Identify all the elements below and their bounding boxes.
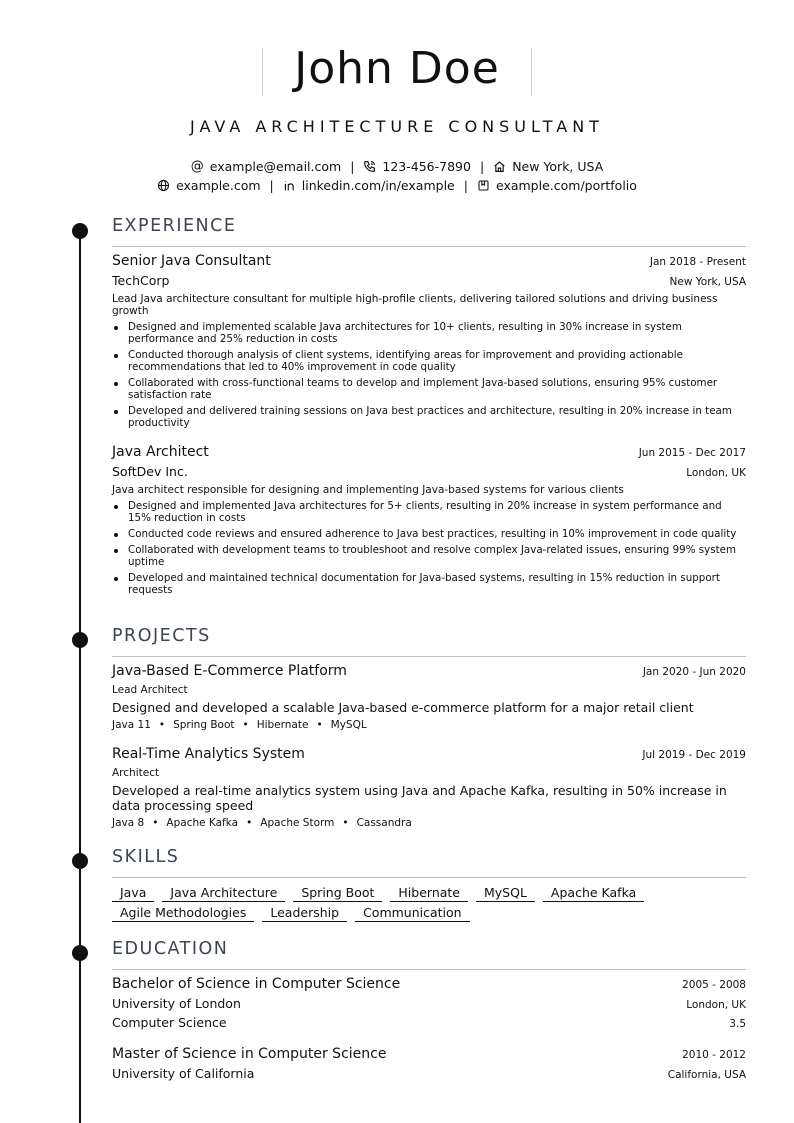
project-2-header	[112, 746, 746, 762]
education-1-school-row	[112, 996, 746, 1011]
experience-2-header	[112, 444, 746, 460]
tech-item: Java 8	[112, 817, 145, 829]
section-divider	[112, 877, 746, 878]
timeline-dot-skills	[72, 853, 88, 869]
education-2-school-row	[112, 1066, 746, 1081]
separator: |	[350, 159, 355, 174]
tech-item: Cassandra	[356, 817, 412, 829]
at-icon: @	[190, 159, 204, 174]
experience-summary: Java architect responsible for designing and implementing Java-based systems for various clients	[112, 484, 624, 496]
skill-tag: Apache Kafka	[543, 885, 644, 902]
skill-tag: Java	[112, 885, 154, 902]
phone-icon	[363, 160, 376, 173]
section-title-experience: EXPERIENCE	[112, 216, 237, 236]
tech-item: Java 11	[112, 719, 151, 731]
location-text: New York, USA	[512, 159, 604, 174]
bullet-separator: •	[242, 719, 249, 731]
list-item: Collaborated with cross-functional teams to develop and implement Java-based solutions, ensuring 95% customer satisfaction rate	[112, 377, 746, 401]
education-school: University of London	[112, 996, 241, 1011]
timeline-dot-education	[72, 945, 88, 961]
project-1-header	[112, 663, 746, 679]
section-title-projects: PROJECTS	[112, 626, 211, 646]
section-divider	[112, 656, 746, 657]
experience-1-header	[112, 253, 746, 269]
skills-row-2	[112, 905, 470, 922]
candidate-name: John Doe	[294, 43, 500, 94]
section-title-education: EDUCATION	[112, 939, 229, 959]
contact-row-1	[0, 159, 794, 174]
project-role: Architect	[112, 767, 160, 779]
skill-tag: Hibernate	[390, 885, 468, 902]
contact-portfolio[interactable]	[477, 178, 637, 193]
list-item: Conducted code reviews and ensured adherence to Java best practices, resulting in 10% improvement in code quality	[112, 528, 746, 540]
contact-phone[interactable]	[363, 159, 471, 174]
project-dates: Jan 2020 - Jun 2020	[642, 666, 746, 678]
education-location: London, UK	[686, 999, 746, 1011]
portfolio-text: example.com/portfolio	[495, 178, 637, 193]
experience-role: Java Architect	[112, 444, 209, 460]
email-text: example@email.com	[209, 159, 342, 174]
education-gpa: 3.5	[729, 1018, 746, 1030]
skill-tag: MySQL	[476, 885, 535, 902]
portfolio-icon	[477, 179, 490, 192]
contact-location	[493, 159, 603, 174]
experience-2-bullets	[112, 500, 746, 600]
education-location: California, USA	[667, 1069, 746, 1081]
contact-row-2	[0, 178, 794, 193]
education-dates: 2005 - 2008	[682, 979, 746, 991]
education-school: University of California	[112, 1066, 255, 1081]
tech-item: Apache Kafka	[166, 817, 239, 829]
tech-item: Apache Storm	[260, 817, 335, 829]
list-item: Developed and delivered training sessions on Java best practices and architecture, resulting in 20% increase in team productivity	[112, 405, 746, 429]
skill-tag: Leadership	[262, 905, 347, 922]
project-name: Java-Based E-Commerce Platform	[112, 663, 347, 679]
tech-item: Hibernate	[256, 719, 309, 731]
experience-location: New York, USA	[669, 276, 746, 288]
linkedin-text: linkedin.com/in/example	[301, 178, 455, 193]
education-degree: Bachelor of Science in Computer Science	[112, 976, 401, 992]
experience-2-company-row	[112, 464, 746, 479]
bullet-separator: •	[152, 817, 159, 829]
globe-icon	[157, 179, 170, 192]
experience-dates: Jun 2015 - Dec 2017	[638, 447, 746, 459]
skill-tag: Java Architecture	[162, 885, 285, 902]
contact-linkedin[interactable]	[283, 178, 455, 193]
list-item: Designed and implemented scalable Java architectures for 10+ clients, resulting in 30% increase in system performance and 25% reduction in costs	[112, 321, 746, 345]
contact-email[interactable]	[191, 159, 341, 174]
project-role: Lead Architect	[112, 684, 188, 696]
linkedin-icon	[283, 179, 296, 192]
experience-company: TechCorp	[112, 273, 170, 288]
skills-row-1	[112, 885, 644, 902]
name-box	[262, 40, 532, 98]
name-wrapper	[0, 40, 794, 98]
list-item: Conducted thorough analysis of client systems, identifying areas for improvement and providing actionable recommendations that led to 40% improvement in code quality	[112, 349, 746, 373]
phone-text: 123-456-7890	[382, 159, 471, 174]
timeline-line	[79, 230, 81, 1123]
project-description: Developed a real-time analytics system using Java and Apache Kafka, resulting in 50% increase in data processing speed	[112, 783, 727, 813]
experience-1-bullets	[112, 321, 746, 433]
project-description: Designed and developed a scalable Java-based e-commerce platform for a major retail client	[112, 700, 694, 715]
education-field: Computer Science	[112, 1015, 227, 1030]
section-title-skills: SKILLS	[112, 847, 180, 867]
education-1-field-row	[112, 1015, 746, 1030]
experience-1-company-row	[112, 273, 746, 288]
timeline-dot-experience	[72, 223, 88, 239]
home-icon	[493, 160, 506, 173]
education-degree: Master of Science in Computer Science	[112, 1046, 387, 1062]
tech-item: Spring Boot	[173, 719, 235, 731]
education-dates: 2010 - 2012	[682, 1049, 746, 1061]
bullet-separator: •	[342, 817, 349, 829]
education-2-header	[112, 1046, 746, 1062]
website-text: example.com	[176, 178, 261, 193]
bullet-separator: •	[316, 719, 323, 731]
skill-tag: Communication	[355, 905, 470, 922]
project-name: Real-Time Analytics System	[112, 746, 305, 762]
project-1-tech	[112, 719, 367, 731]
separator: |	[463, 178, 468, 193]
separator: |	[479, 159, 485, 174]
job-title: JAVA ARCHITECTURE CONSULTANT	[190, 117, 604, 136]
section-divider	[112, 969, 746, 970]
bullet-separator: •	[158, 719, 166, 731]
skill-tag: Spring Boot	[293, 885, 382, 902]
tech-item: MySQL	[330, 719, 367, 731]
experience-summary: Lead Java architecture consultant for multiple high-profile clients, delivering tailored solutions and driving business growth	[112, 293, 718, 317]
bullet-separator: •	[246, 817, 253, 829]
experience-dates: Jan 2018 - Present	[649, 256, 746, 268]
project-2-tech	[112, 817, 412, 829]
project-dates: Jul 2019 - Dec 2019	[642, 749, 746, 761]
separator: |	[269, 178, 274, 193]
skill-tag: Agile Methodologies	[112, 905, 254, 922]
section-divider	[112, 246, 746, 247]
experience-role: Senior Java Consultant	[112, 253, 271, 269]
education-1-header	[112, 976, 746, 992]
experience-company: SoftDev Inc.	[112, 464, 188, 479]
list-item: Designed and implemented Java architectures for 5+ clients, resulting in 20% increase in system performance and 15% reduction in costs	[112, 500, 746, 524]
list-item: Collaborated with development teams to troubleshoot and resolve complex Java-related issues, ensuring 99% system uptime	[112, 544, 746, 568]
contact-website[interactable]	[157, 178, 260, 193]
timeline-dot-projects	[72, 632, 88, 648]
list-item: Developed and maintained technical documentation for Java-based systems, resulting in 15% reduction in support requests	[112, 572, 746, 596]
experience-location: London, UK	[686, 467, 746, 479]
